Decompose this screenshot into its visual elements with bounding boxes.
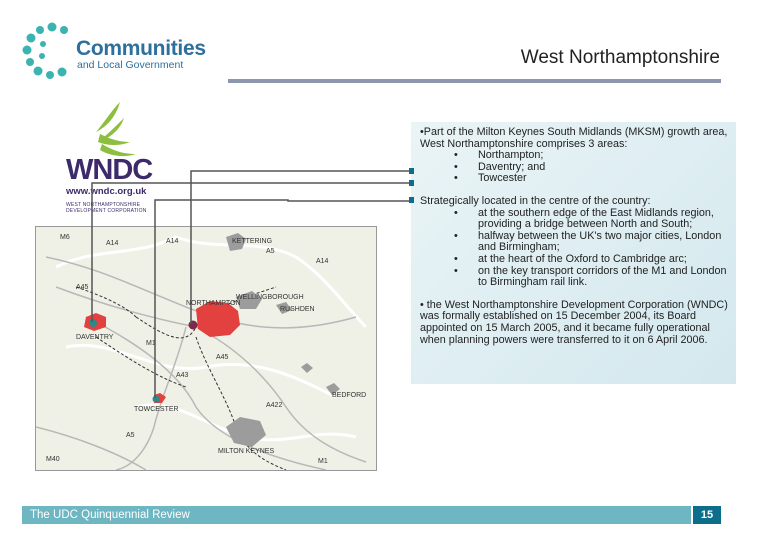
list-item: • on the key transport corridors of the M1 and London to Birmingham rail link. <box>454 264 727 289</box>
footer-text: The UDC Quinquennial Review <box>30 509 190 521</box>
wndc-tagline-2: DEVELOPMENT CORPORATION <box>66 208 147 214</box>
map-label: A422 <box>266 402 283 409</box>
map-label: NORTHAMPTON <box>186 300 241 307</box>
map-label: A43 <box>176 372 189 379</box>
footer-bar <box>22 506 691 524</box>
list-item: • Towcester <box>454 172 527 185</box>
page-number: 15 <box>693 506 721 524</box>
map-label: MILTON KEYNES <box>218 448 275 455</box>
wndc-url: www.wndc.org.uk <box>66 186 147 197</box>
map-label: WELLINGBOROUGH <box>236 294 304 301</box>
map-label: BEDFORD <box>332 392 367 399</box>
list-item: • Northampton; <box>454 149 544 162</box>
map-label: KETTERING <box>232 238 273 245</box>
logo-wordmark: Communities <box>76 37 206 60</box>
map-label: M1 <box>318 458 328 465</box>
map-label: M40 <box>46 456 60 463</box>
list-item: • at the southern edge of the East Midlands region, providing a bridge between North and South; <box>454 206 714 231</box>
map-label: A45 <box>216 354 229 361</box>
map-label: A5 <box>266 248 275 255</box>
wndc-tagline-1: WEST NORTHAMPTONSHIRE <box>66 202 141 208</box>
map-label: M6 <box>60 234 70 241</box>
map-label: A14 <box>106 240 119 247</box>
map-label: TOWCESTER <box>134 406 179 413</box>
list-item: • Daventry; and <box>454 160 546 173</box>
map-label: DAVENTRY <box>76 334 114 341</box>
list-item: • halfway between the UK's two major cities, London and Birmingham; <box>454 229 722 254</box>
page-title: West Northamptonshire <box>520 47 720 68</box>
map-label: A14 <box>316 258 329 265</box>
info-paragraph-3: • the West Northamptonshire Development Corporation (WNDC) was formally established on 15 December 2004, its Board appointed on 15 March 2005, and it became fully operational when planning powers were transferred to it on 6 April 2006. <box>420 298 728 346</box>
map-label: M1 <box>146 340 156 347</box>
map-label: RUSHDEN <box>280 306 315 313</box>
location-list <box>420 208 732 289</box>
area-list <box>420 150 732 185</box>
map-label: A5 <box>126 432 135 439</box>
info-paragraph-1: •Part of the Milton Keynes South Midlands (MKSM) growth area, West Northamptonshire comprises 3 areas: <box>420 126 728 150</box>
list-item: • at the heart of the Oxford to Cambridge arc; <box>454 252 687 265</box>
info-text <box>420 127 732 346</box>
map-label: A45 <box>76 284 89 291</box>
wndc-letters: WNDC <box>66 154 153 186</box>
map-label: A14 <box>166 238 179 245</box>
logo-subtitle: and Local Government <box>77 59 184 71</box>
info-paragraph-2: Strategically located in the centre of the country: <box>420 194 651 207</box>
